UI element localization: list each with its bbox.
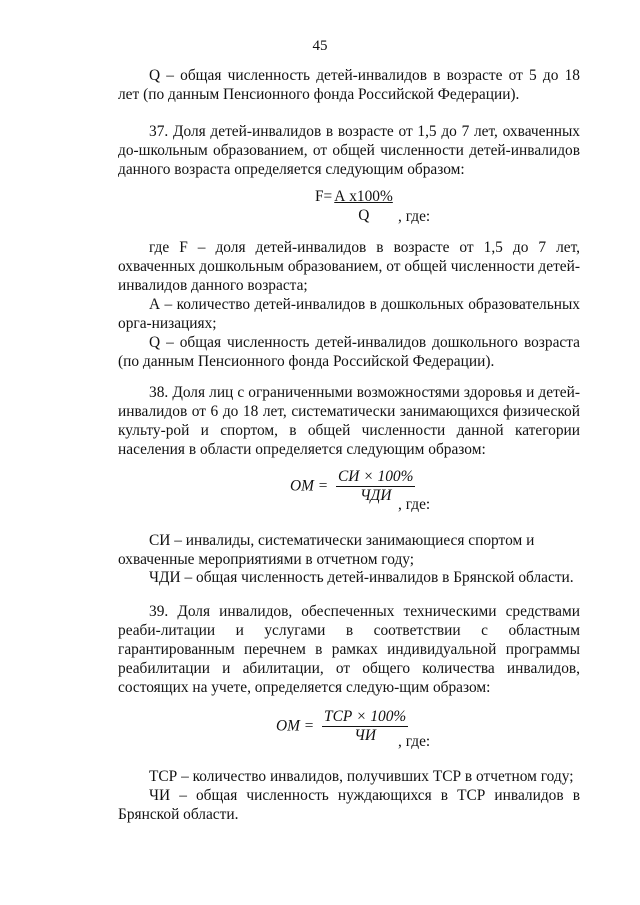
formula-lhs: F= xyxy=(315,188,333,205)
formula-numerator: А х100% xyxy=(334,188,393,205)
formula-37-tail: , где: xyxy=(398,208,431,225)
formula-lhs: ОМ = xyxy=(276,717,315,735)
definition-q: Q – общая численность детей-инвалидов дошкольного возраста (по данным Пенсионного фонда Российской Федерации). xyxy=(118,334,580,370)
formula-denominator: ЧДИ xyxy=(359,487,392,504)
formula-denominator: ЧИ xyxy=(354,727,376,744)
formula-fraction xyxy=(322,708,408,745)
definition-a: А – количество детей-инвалидов в дошкольных образовательных орга-низациях; xyxy=(118,296,580,332)
formula-denominator: Q xyxy=(358,207,370,224)
definition-chdi: ЧДИ – общая численность детей-инвалидов в Брянской области. xyxy=(149,569,574,586)
formula-38 xyxy=(290,468,415,505)
definition-si: СИ – инвалиды, систематически занимающиеся спортом и охваченные мероприятиями в отчетном году; xyxy=(118,532,535,568)
formula-39 xyxy=(276,708,408,745)
definition-f: где F – доля детей-инвалидов в возрасте от 1,5 до 7 лет, охваченных дошкольным образованием, от общей численности детей-инвалидов данного возраста; xyxy=(118,239,580,294)
definition-chi: ЧИ – общая численность нуждающихся в ТСР инвалидов в Брянской области. xyxy=(118,787,580,823)
paragraph-q-definition: Q – общая численность детей-инвалидов в возрасте от 5 до 18 лет (по данным Пенсионного фонда Российской Федерации). xyxy=(118,67,580,103)
formula-numerator: СИ × 100% xyxy=(338,468,414,485)
formula-fraction xyxy=(332,187,395,225)
definition-tsr: ТСР – количество инвалидов, получивших ТСР в отчетном году; xyxy=(149,768,574,785)
formula-37 xyxy=(315,187,395,225)
formula-lhs: ОМ = xyxy=(290,477,329,495)
paragraph-37: 37. Доля детей-инвалидов в возрасте от 1,5 до 7 лет, охваченных до-школьным образованием, от общей численности детей-инвалидов данного возраста определяется следующим образом: xyxy=(118,123,580,178)
formula-39-tail: , где: xyxy=(398,733,431,750)
paragraph-39: 39. Доля инвалидов, обеспеченных техническими средствами реаби-литации и услугами в соответствии с областным гарантированным перечнем в рамках индивидуальной программы реабилитации и абилитации, от общего количества инвалидов, состоящих на учете, определяется следую-щим образом: xyxy=(118,603,580,696)
formula-38-tail: , где: xyxy=(398,496,431,513)
paragraph-38: 38. Доля лиц с ограниченными возможностями здоровья и детей-инвалидов от 6 до 18 лет, систематически занимающихся физической культу-рой и спортом, в общей численности данной категории населения в области определяется следующим образом: xyxy=(118,384,580,458)
page-number: 45 xyxy=(312,38,328,54)
formula-numerator: ТСР × 100% xyxy=(324,708,407,725)
